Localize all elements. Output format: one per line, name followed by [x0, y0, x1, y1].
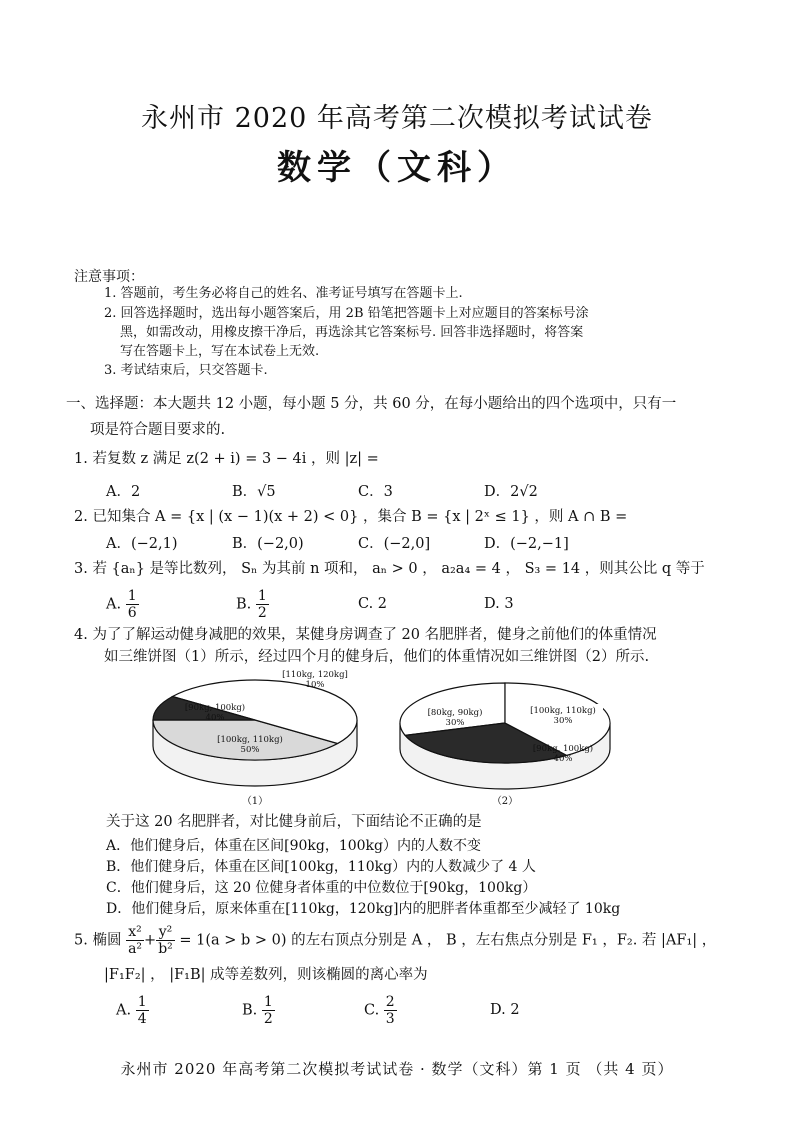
slice-category-label: [100kg, 110kg) [530, 706, 596, 716]
question-3-stem: 3. 若 {aₙ} 是等比数列， Sₙ 为其前 n 项和， aₙ > 0 ， a₂a₄ = 4 ， S₃ = 14 ，则其公比 q 等于 [74, 561, 705, 577]
q5-option-a: A. $\frac{1}{4}$ [116, 994, 147, 1027]
q4-option-b: B．他们健身后，体重在区间[100kg，110kg）内的人数减少了 4 人 [106, 859, 536, 875]
slice-value-label: 30% [445, 718, 465, 728]
notice-item-1: 1. 答题前，考生务必将自己的姓名、准考证号填写在答题卡上. [104, 286, 463, 301]
slice-value-label: 40% [205, 713, 225, 723]
q2-option-a: A．(−2,1) [106, 536, 178, 552]
question-4-stem: 4. 为了了解运动健身减肥的效果，某健身房调查了 20 名肥胖者，健身之前他们的体重情况 [74, 627, 657, 643]
q4-option-d: D．他们健身后，原来体重在[110kg，120kg]内的肥胖者体重都至少减轻了 10kg [106, 901, 621, 917]
q2-option-b: B．(−2,0) [232, 536, 304, 552]
q1-option-d: D．2√2 [484, 484, 538, 500]
pie-caption: （2） [491, 796, 519, 807]
question-1-stem: 1. 若复数 z 满足 z(2 + i) = 3 − 4i ，则 |z| = [74, 451, 379, 467]
notice-item-2-cont: 黑，如需改动，用橡皮擦干净后，再选涂其它答案标号. 回答非选择题时，将答案 [120, 325, 584, 340]
q1-option-c: C．3 [358, 484, 393, 500]
exam-title: 永州市 2020 年高考第二次模拟考试试卷 [141, 103, 653, 134]
page-footer: 永州市 2020 年高考第二次模拟考试试卷 · 数学（文科）第 1 页 （共 4 页） [120, 1060, 674, 1078]
notice-item-2-cont2: 写在答题卡上，写在本试卷上无效. [120, 344, 320, 359]
question-4-stem-cont: 如三维饼图（1）所示，经过四个月的健身后，他们的体重情况如三维饼图（2）所示. [104, 649, 650, 665]
q5-option-d: D. 2 [490, 1002, 520, 1018]
q1-option-b: B．√5 [232, 484, 276, 500]
pie-caption: （1） [241, 796, 269, 807]
q2-option-c: C．(−2,0] [358, 536, 431, 552]
q3-option-d: D. 3 [484, 596, 514, 612]
q2-option-d: D．(−2,−1] [484, 536, 569, 552]
q4-option-c: C．他们健身后，这 20 位健身者体重的中位数位于[90kg，100kg） [106, 880, 537, 896]
section-heading: 一、选择题：本大题共 12 小题，每小题 5 分，共 60 分，在每小题给出的四个选项中，只有一 [66, 396, 677, 412]
q3-option-b: B. $\frac{1}{2}$ [236, 588, 267, 621]
slice-category-label: [110kg, 120kg] [282, 670, 348, 680]
notice-item-3: 3. 考试结束后，只交答题卡. [104, 363, 268, 378]
slice-value-label: 30% [553, 716, 573, 726]
notice-heading: 注意事项： [74, 269, 144, 285]
slice-category-label: [90kg, 100kg) [184, 703, 246, 713]
question-5-stem-cont: |F₁F₂| ， |F₁B| 成等差数列，则该椭圆的离心率为 [104, 967, 428, 983]
slice-category-label: [80kg, 90kg) [427, 708, 483, 718]
q5-option-b: B. $\frac{1}{2}$ [242, 994, 273, 1027]
question-4-prompt: 关于这 20 名肥胖者，对比健身前后，下面结论不正确的是 [106, 814, 482, 830]
question-5-stem: 5. 椭圆 $\frac{\text{x²}}{\text{a²}}$ + $\frac{\text{y²}}{\text{b²}}$ = 1(a > b > 0) 的左右顶点分别是 A ， B ，左右焦点分别是 F₁ ，F₂. 若 |AF₁| ， [74, 924, 717, 957]
pie-charts-svg [150, 668, 620, 808]
q1-option-a: A．2 [106, 484, 141, 500]
slice-value-label: 50% [240, 745, 260, 755]
q3-option-c: C. 2 [358, 596, 388, 612]
question-2-stem: 2. 已知集合 A = {x | (x − 1)(x + 2) < 0} ，集合 B = {x | 2ˣ ≤ 1} ，则 A ∩ B = [74, 509, 628, 525]
notice-item-2: 2. 回答选择题时，选出每小题答案后，用 2B 铅笔把答题卡上对应题目的答案标号涂 [104, 306, 589, 321]
pie-charts [150, 668, 620, 808]
slice-category-label: [90kg, 100kg) [532, 744, 594, 754]
exam-subject: 数学（文科） [277, 148, 517, 188]
q4-option-a: A．他们健身后，体重在区间[90kg，100kg）内的人数不变 [106, 838, 481, 854]
slice-value-label: 10% [305, 680, 325, 690]
q5-option-c: C. $\frac{2}{3}$ [364, 994, 395, 1027]
slice-value-label: 40% [553, 754, 573, 764]
section-heading-cont: 项是符合题目要求的. [90, 422, 226, 438]
slice-category-label: [100kg, 110kg) [217, 735, 283, 745]
q3-option-a: A. $\frac{1}{6}$ [106, 588, 137, 621]
